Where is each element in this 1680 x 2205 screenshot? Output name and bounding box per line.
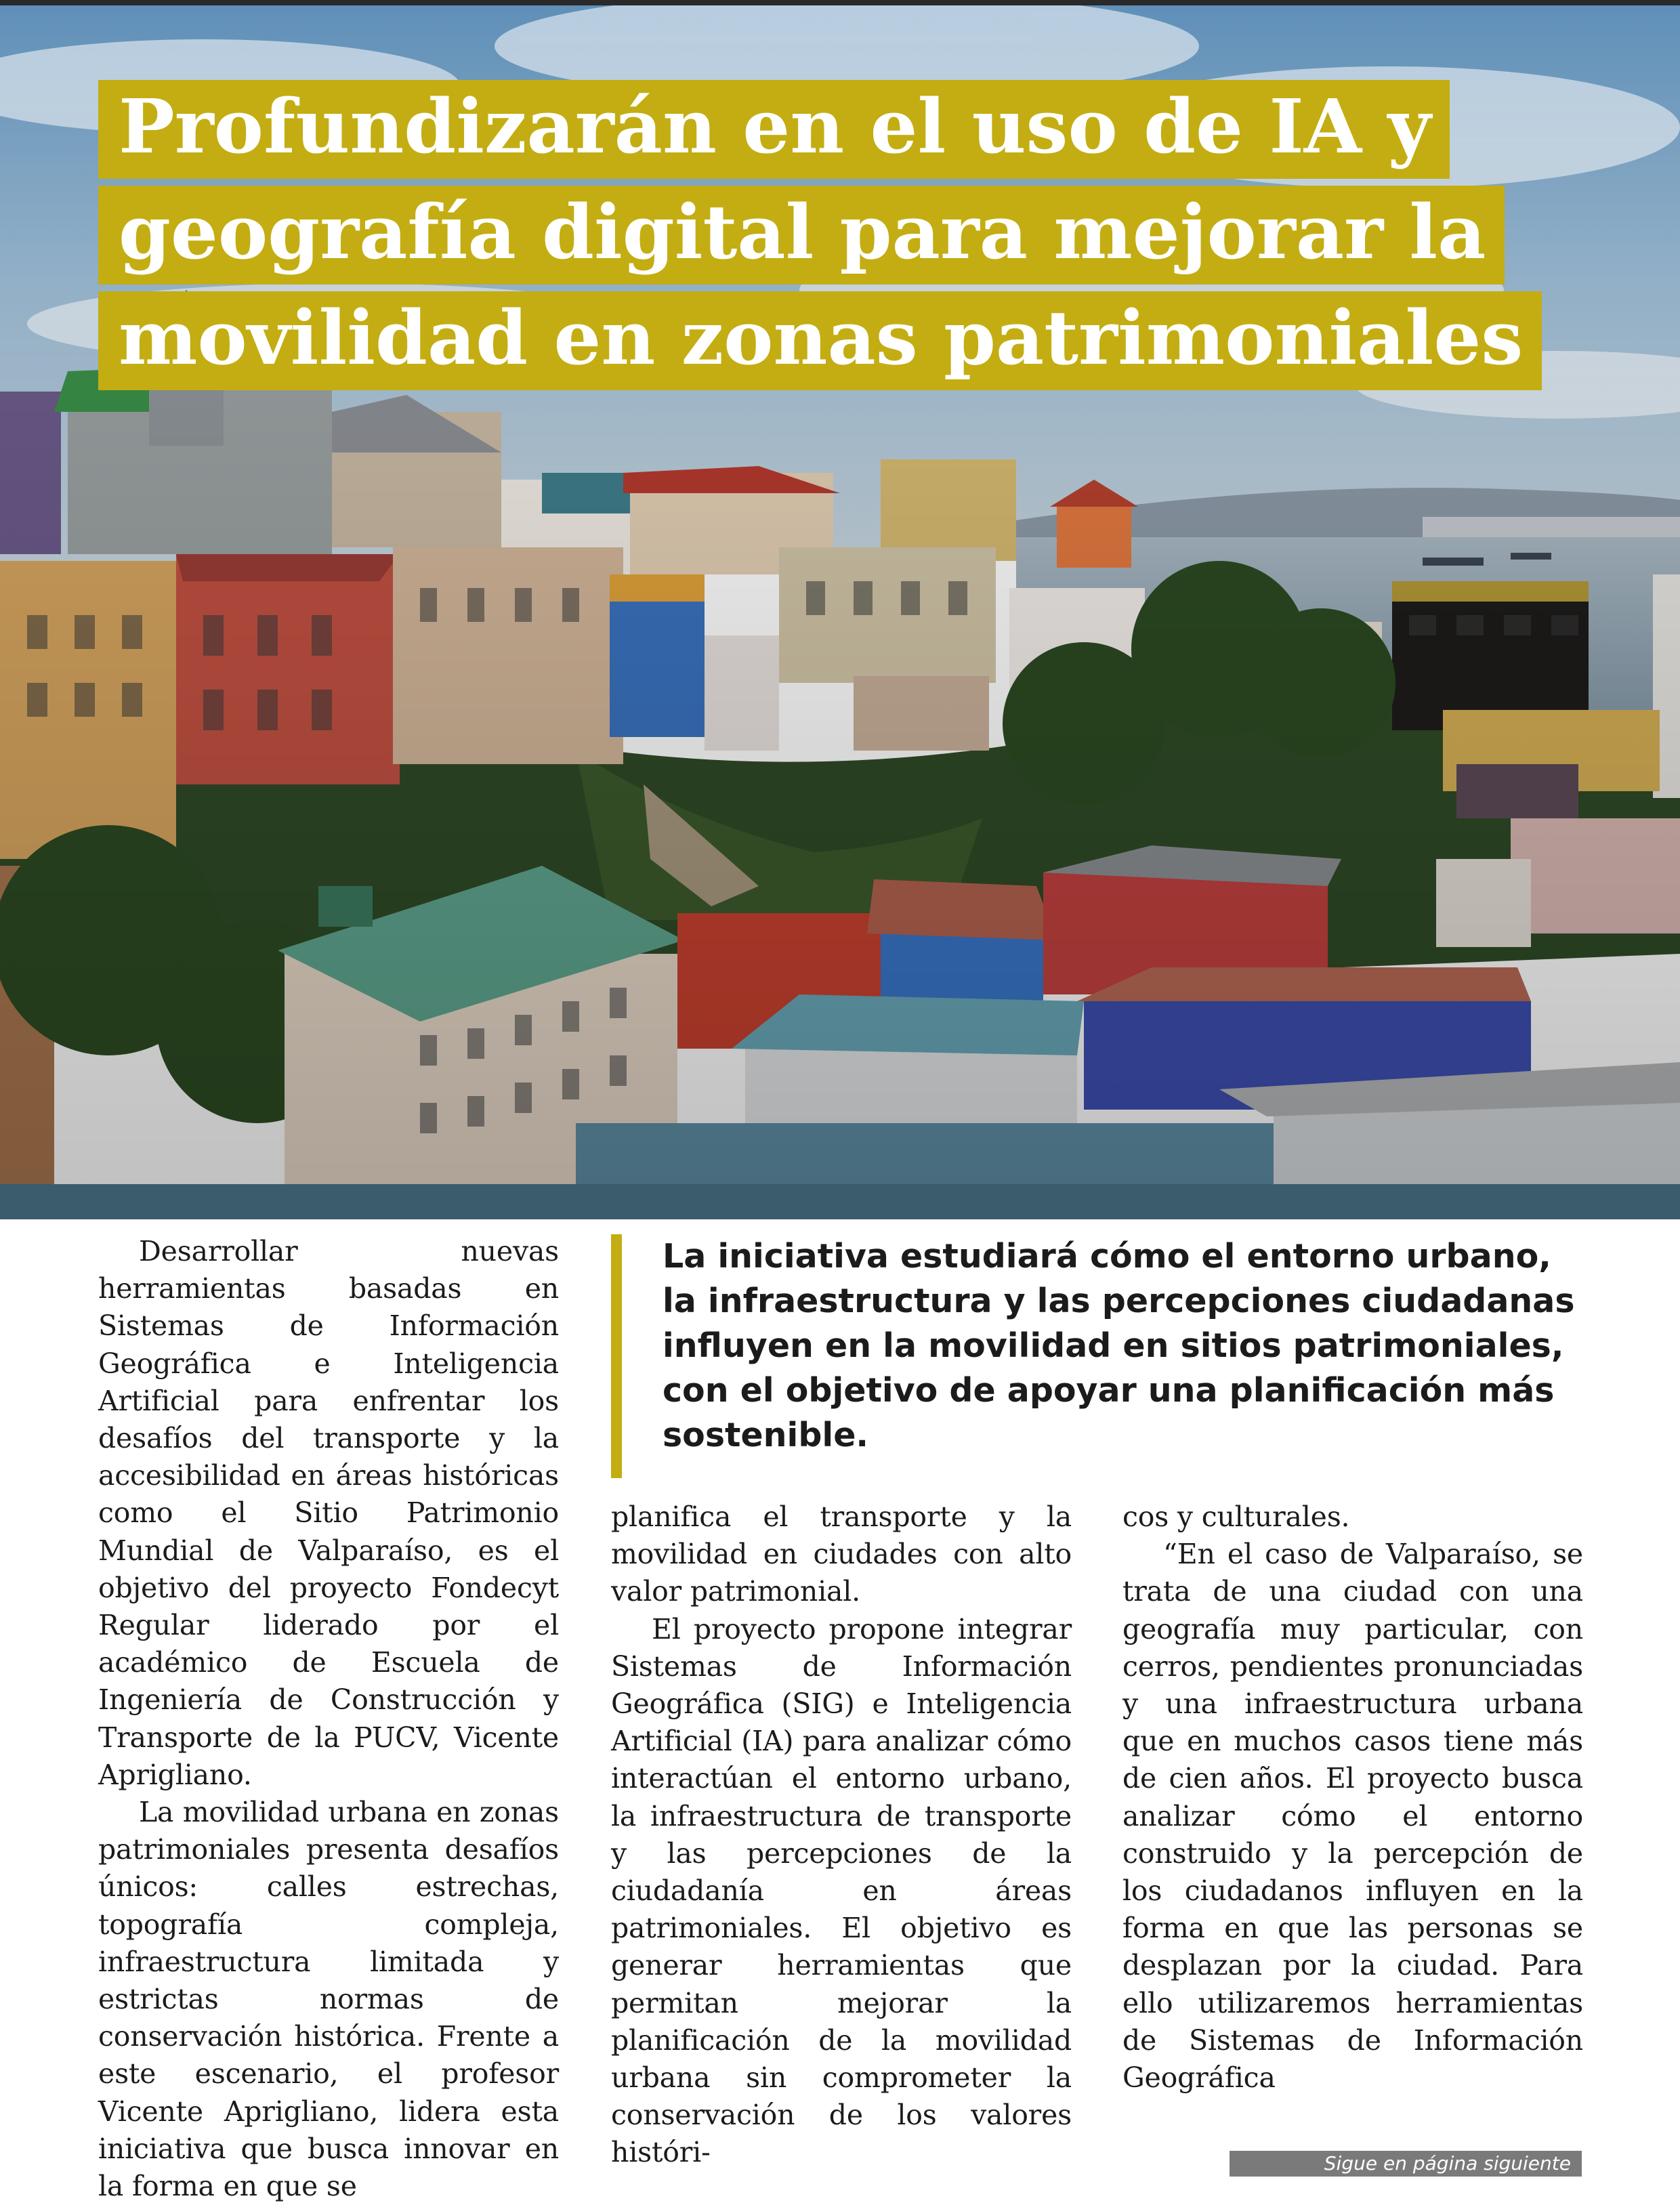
paragraph: El proyecto propone integrar Sistemas de Información Geográfica (SIG) e Inteligencia Artificial (IA) para analizar cómo interactúan el entorno urbano, la infraestructura de transporte y las percepciones de la ciudadanía en áreas patrimoniales. El objetivo es generar herramientas que permitan mejorar la planificación de la movilidad urbana sin comprometer la conservación de los valores históri- [611, 1612, 1072, 2169]
pull-quote: La iniciativa estudiará cómo el entorno urbano, la infraestructura y las percepciones ciudadanas influyen en la movilidad en sitios patrimoniales, con el objetivo de apoyar una planificación más sostenible. [611, 1234, 1587, 1478]
paragraph: “En el caso de Valparaíso, se trata de una ciudad con una geografía muy particular, con cerros, pendientes pronunciadas y una infraestructura urbana que en muchos casos tiene más de cien años. El proyecto busca analizar cómo el entorno construido y la percepción de los ciudadanos influyen en la forma en que las personas se desplazan por la ciudad. Para ello utilizaremos herramientas de Sistemas de Información Geográfica [1122, 1538, 1583, 2095]
paragraph: La movilidad urbana en zonas patrimoniales presenta desafíos únicos: calles estrechas, topografía compleja, infraestructura limitada y estrictas normas de conservación histórica. Frente a este escenario, el profesor Vicente Aprigliano, lidera esta iniciativa que busca innovar en la forma en que se [98, 1796, 559, 2203]
body-column-3 [1122, 1498, 1583, 2097]
paragraph: Desarrollar nuevas herramientas basadas en Sistemas de Información Geográfica e Inteligencia Artificial para enfrentar los desafíos del transporte y la accesibilidad en áreas históricas como el Sitio Patrimonio Mundial de Valparaíso, es el objetivo del proyecto Fondecyt Regular liderado por el académico de Escuela de Ingeniería de Construcción y Transporte de la PUCV, Vicente Aprigliano. [98, 1235, 559, 1791]
headline-line-3: movilidad en zonas patrimoniales [98, 291, 1542, 390]
paragraph: planifica el transporte y la movilidad en ciudades con alto valor patrimonial. [611, 1500, 1072, 1608]
top-rule [0, 0, 1680, 5]
continue-label: Sigue en página siguiente [1230, 2151, 1582, 2177]
paragraph: cos y culturales. [1122, 1500, 1350, 1533]
headline [98, 80, 1589, 397]
body-column-1 [98, 1233, 559, 2205]
body-column-2 [611, 1498, 1072, 2172]
headline-line-1: Profundizarán en el uso de IA y [98, 80, 1450, 179]
headline-line-2: geografía digital para mejorar la [98, 186, 1505, 285]
valparaiso-city-photo [0, 5, 1680, 1219]
